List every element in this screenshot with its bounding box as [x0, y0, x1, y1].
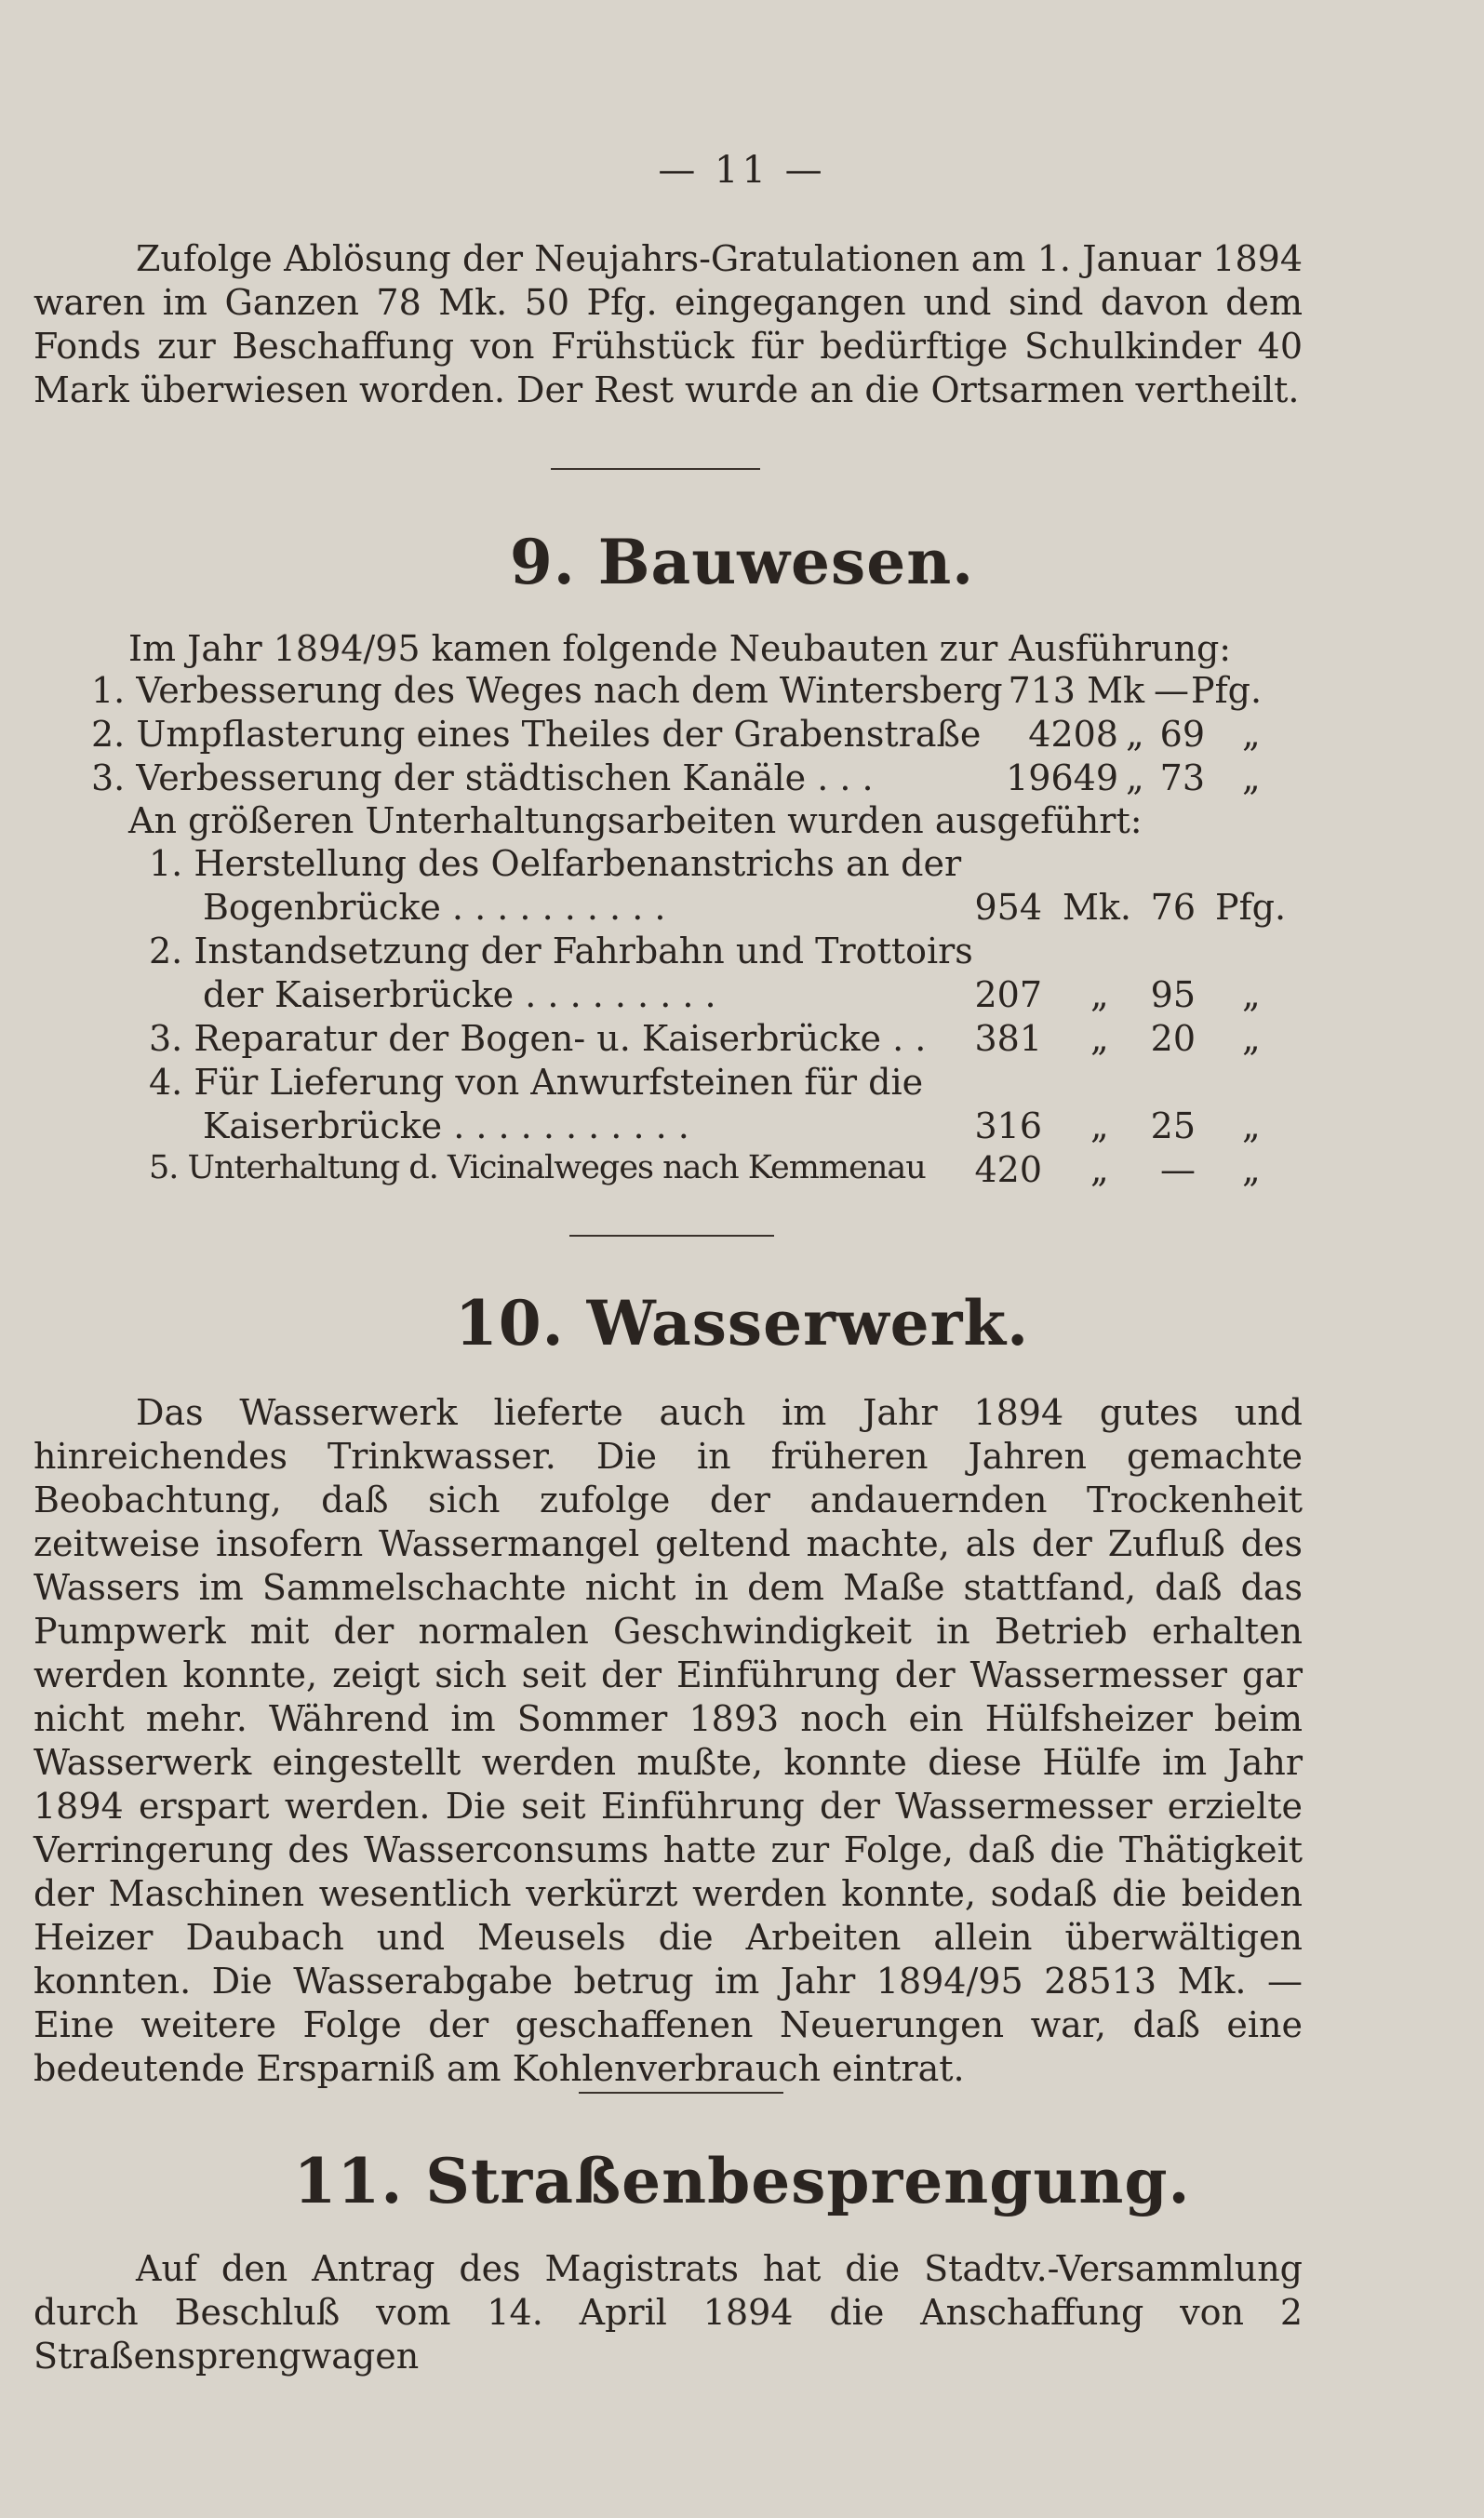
neubau-row: 3. Verbesserung der städtischen Kanäle . . . 19649 „ 73 „ — [91, 757, 1261, 798]
unterhaltung-row: 2. Instandsetzung der Fahrbahn und Trottoirs — [149, 931, 973, 971]
section-11-paragraph — [33, 2247, 1303, 2378]
unterhaltung-row: 4. Für Lieferung von Anwurfsteinen für die — [149, 1062, 924, 1103]
unterhaltung-row: Bogenbrücke . . . . . . . . . . 954 Mk. 76 Pfg. — [203, 887, 1287, 928]
unterhaltung-row: 3. Reparatur der Bogen- u. Kaiserbrücke . . 381 „ 20 „ — [149, 1018, 1261, 1059]
section-10-heading: 10. Wasserwerk. — [454, 1287, 1030, 1359]
section-divider — [551, 468, 760, 470]
section-10-text: Das Wasserwerk lieferte auch im Jahr 1894 gutes und hinreichendes Trinkwasser. Die in früheren Jahren gemachte Beobachtung, daß sich zufolge der andauernden Trockenheit zeitweise insofern Wassermangel geltend machte, als der Zufluß des Wassers im Sammelschachte nicht in dem Maße stattfand, daß das Pumpwerk mit der normalen Geschwindigkeit in Betrieb erhalten werden konnte, zeigt sich seit der Einführung der Wassermesser gar nicht mehr. Während im Sommer 1893 noch ein Hülfsheizer beim Wasserwerk eingestellt werden mußte, konnte diese Hülfe im Jahr 1894 erspart werden. Die seit Einführung der Wassermesser erzielte Verringerung des Wasserconsums hatte zur Folge, daß die Thätigkeit der Maschinen wesentlich verkürzt werden konnte, sodaß die beiden Heizer Daubach und Meusels die Arbeiten allein überwältigen konnten. Die Wasserabgabe betrug im Jahr 1894/95 28513 Mk. — Eine weitere Folge der geschaffenen Neuerungen war, daß eine bedeutende Ersparniß am Kohlenverbrauch eintrat. — [33, 1392, 1303, 2089]
intro-text: Zufolge Ablösung der Neujahrs-Gratulationen am 1. Januar 1894 waren im Ganzen 78 Mk. 50 Pfg. eingegangen und sind davon dem Fonds zur Beschaffung von Frühstück für bedürftige Schulkinder 40 Mark überwiesen worden. Der Rest wurde an die Ortsarmen vertheilt. — [33, 238, 1303, 410]
section-9-lead: Im Jahr 1894/95 kamen folgende Neubauten zur Ausführung: — [128, 628, 1232, 669]
section-9-heading: 9. Bauwesen. — [509, 526, 975, 598]
neubau-row: 2. Umpflasterung eines Theiles der Grabenstraße 4208 „ 69 „ — [91, 714, 1261, 755]
intro-paragraph — [33, 237, 1303, 412]
unterhaltung-row: 1. Herstellung des Oelfarbenanstrichs an der — [149, 843, 962, 884]
section-9-lead-2: An größeren Unterhaltungsarbeiten wurden ausgeführt: — [128, 800, 1143, 841]
section-divider — [579, 2092, 783, 2094]
unterhaltung-row: 5. Unterhaltung d. Vicinalweges nach Kemmenau 420 „ — „ — [149, 1149, 1261, 1190]
section-11-text: Auf den Antrag des Magistrats hat die Stadtv.-Versammlung durch Beschluß vom 14. April 1894 die Anschaffung von 2 Straßensprengwagen — [33, 2248, 1303, 2377]
section-divider — [569, 1235, 774, 1237]
page-number: — 11 — — [658, 149, 826, 192]
section-10-paragraph — [33, 1391, 1303, 2091]
neubau-row: 1. Verbesserung des Weges nach dem Wintersberg 713 Mk — Pfg. — [91, 670, 1263, 711]
unterhaltung-row: der Kaiserbrücke . . . . . . . . . 207 „ 95 „ — [203, 974, 1261, 1015]
section-11-heading: 11. Straßenbesprengung. — [293, 2145, 1191, 2217]
unterhaltung-row: Kaiserbrücke . . . . . . . . . . . 316 „ 25 „ — [203, 1105, 1261, 1146]
